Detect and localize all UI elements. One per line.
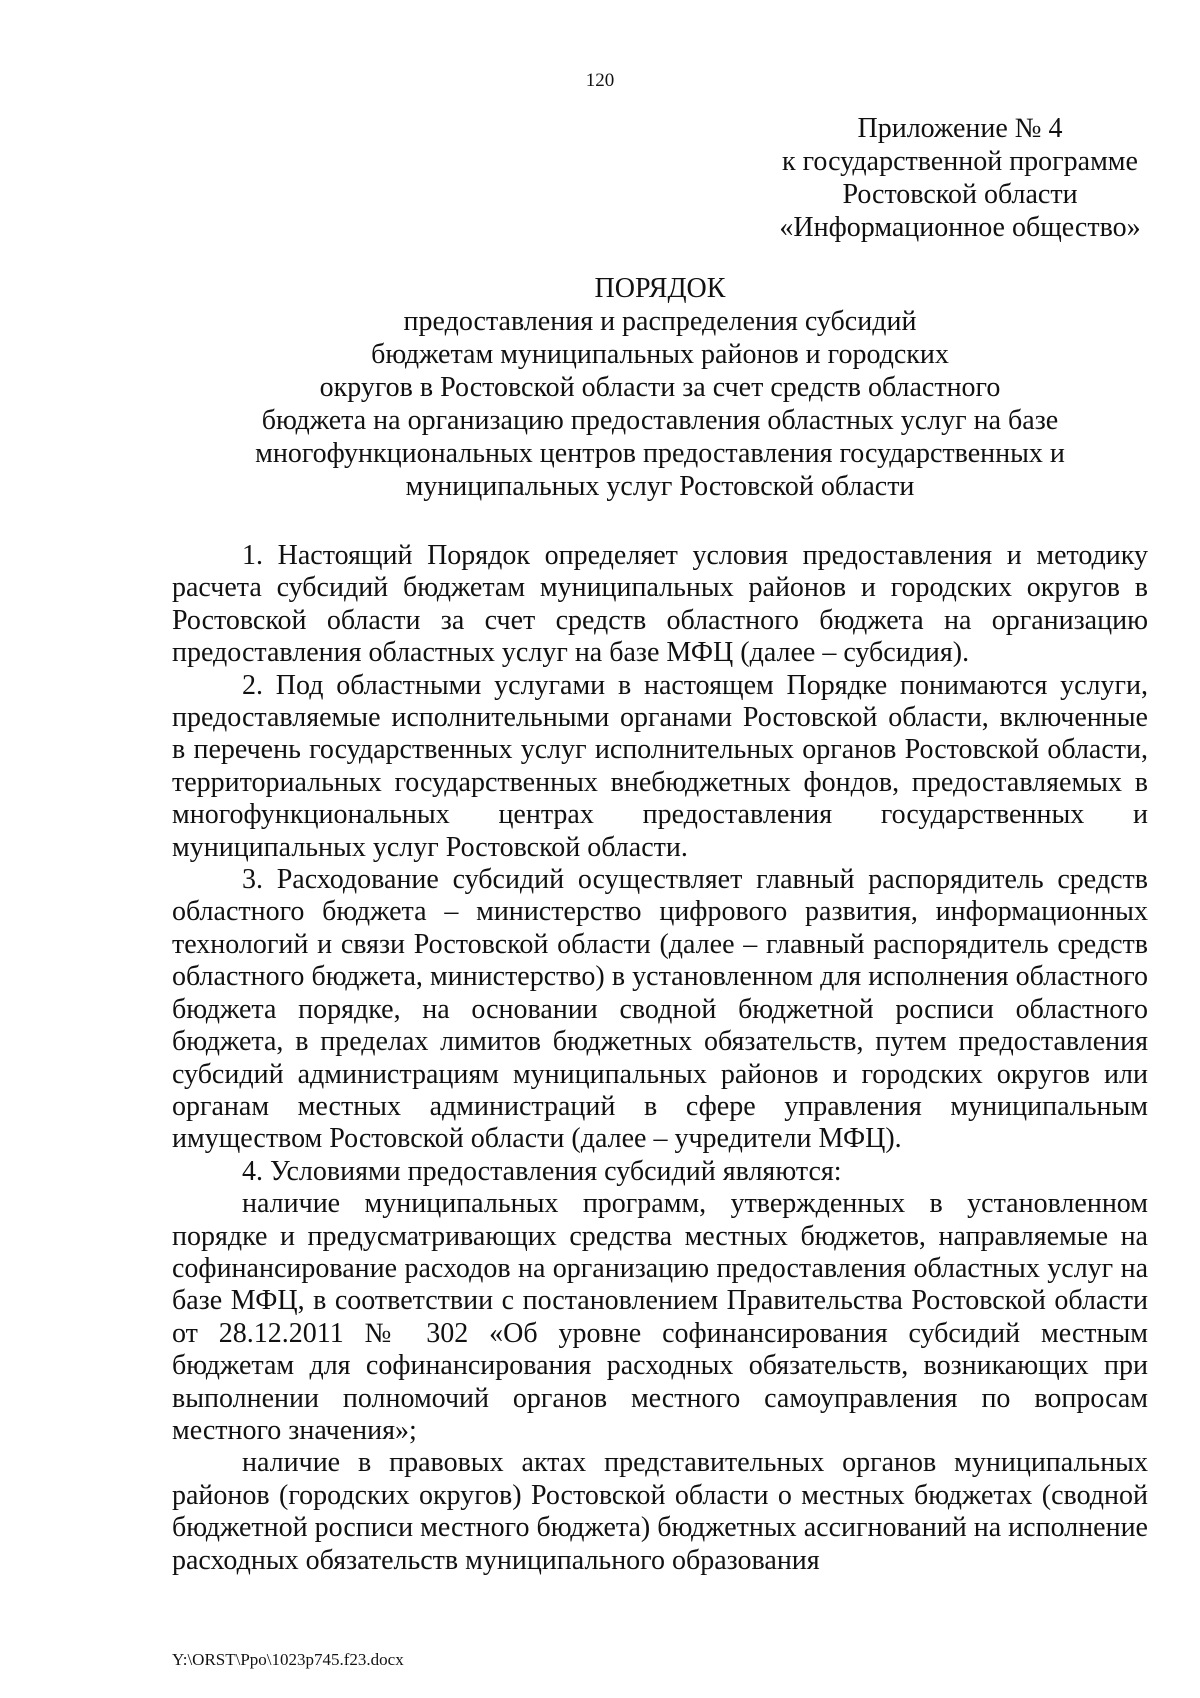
paragraph-3: 3. Расходование субсидий осуществляет главный распорядитель средств областного бюджета – министерство цифрового развития, информационных технологий и связи Ростовской области (далее – главный распорядитель средств областного бюджета, министерство) в установленном для исполнения областного бюджета порядке, на основании сводной бюджетной росписи областного бюджета, в пределах лимитов бюджетных обязательств, путем предоставления субсидий администрациям муниципальных районов и городских округов или органам местных администраций в сфере управления муниципальным имуществом Ростовской области (далее – учредители МФЦ). xyxy=(172,864,1148,1155)
title-heading: ПОРЯДОК xyxy=(594,273,726,304)
title-line: многофункциональных центров предоставления государственных и xyxy=(255,438,1065,469)
title-line: бюджета на организацию предоставления областных услуг на базе xyxy=(261,405,1059,436)
annex-heading xyxy=(760,112,1160,244)
page-number: 120 xyxy=(585,70,615,91)
annex-line: «Информационное общество» xyxy=(779,212,1141,243)
paragraph-1: 1. Настоящий Порядок определяет условия предоставления и методику расчета субсидий бюджетам муниципальных районов и городских округов в Ростовской области за счет средств областного бюджета на организацию предоставления областных услуг на базе МФЦ (далее – субсидия). xyxy=(172,540,1148,669)
annex-line: Ростовской области xyxy=(842,179,1078,210)
title-line: муниципальных услуг Ростовской области xyxy=(405,471,915,502)
file-path-footer: Y:\ORST\Ppo\1023p745.f23.docx xyxy=(172,1650,404,1669)
document-title xyxy=(170,272,1150,503)
document-body xyxy=(172,540,1148,1577)
paragraph-2: 2. Под областными услугами в настоящем Порядке понимаются услуги, предоставляемые исполнительными органами Ростовской области, включенные в перечень государственных услуг исполнительных органов Ростовской области, территориальных государственных внебюджетных фондов, предоставляемых в многофункциональных центрах предоставления государственных и муниципальных услуг Ростовской области. xyxy=(172,669,1148,863)
title-line: предоставления и распределения субсидий xyxy=(403,306,917,337)
annex-line: Приложение № 4 xyxy=(857,113,1063,144)
paragraph-4: 4. Условиями предоставления субсидий являются: xyxy=(242,1155,842,1187)
title-line: бюджетам муниципальных районов и городских xyxy=(371,339,949,370)
paragraph-4-condition-2: наличие в правовых актах представительных органов муниципальных районов (городских округов) Ростовской области о местных бюджетах (сводной бюджетной росписи местного бюджета) бюджетных ассигнований на исполнение расходных обязательств муниципального образования xyxy=(172,1447,1148,1576)
title-line: округов в Ростовской области за счет средств областного xyxy=(319,372,1001,403)
annex-line: к государственной программе xyxy=(782,146,1138,177)
paragraph-4-condition-1: наличие муниципальных программ, утвержденных в установленном порядке и предусматривающих средства местных бюджетов, направляемые на софинансирование расходов на организацию предоставления областных услуг на базе МФЦ, в соответствии с постановлением Правительства Ростовской области от 28.12.2011 № 302 «Об уровне софинансирования субсидий местным бюджетам для софинансирования расходных обязательств, возникающих при выполнении полномочий органов местного самоуправления по вопросам местного значения»; xyxy=(172,1188,1148,1446)
